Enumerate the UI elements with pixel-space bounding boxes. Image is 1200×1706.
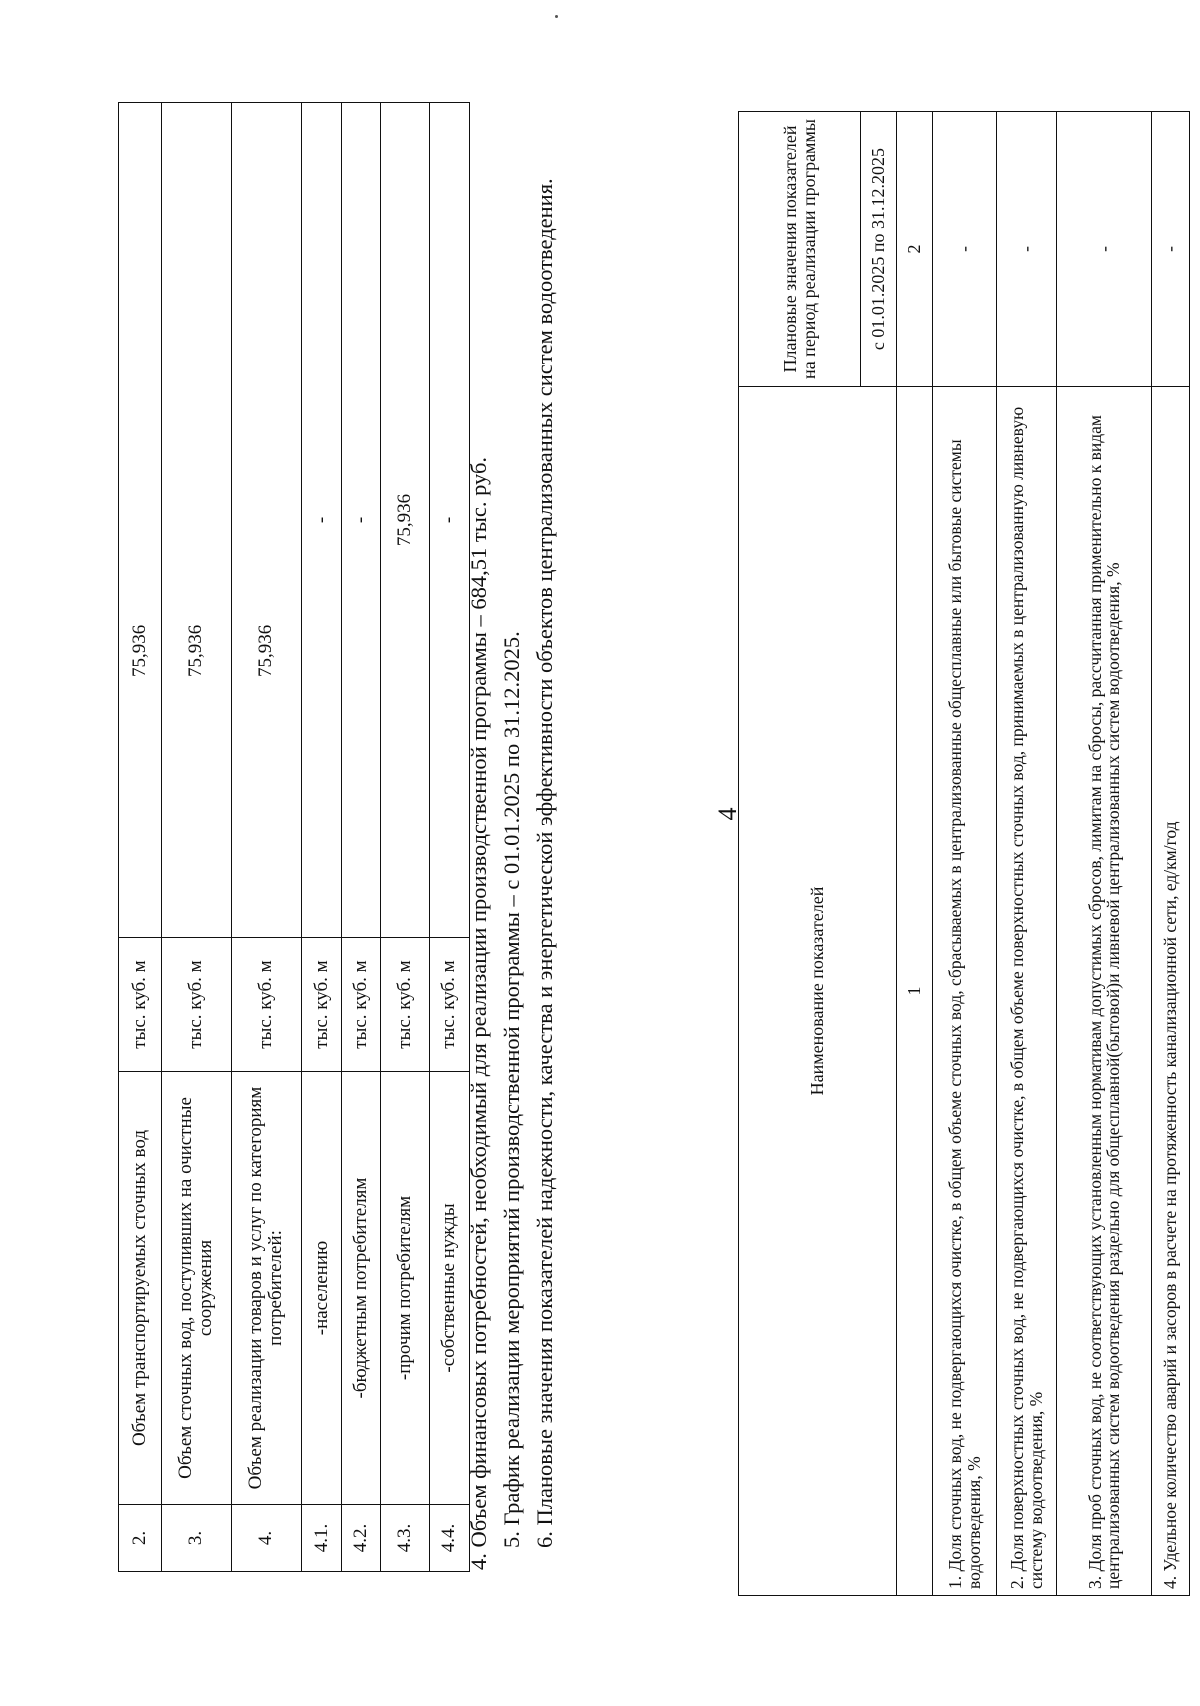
row-value: - <box>342 103 380 938</box>
table-row <box>231 103 301 1572</box>
indicator-text: 1. Доля сточных вод, не подвергающихся очистке, в общем объеме сточных вод, сбрасываемых в централизованные общесплавные или бытовые системы водоотведения, % <box>933 387 997 1596</box>
table-row <box>301 103 341 1572</box>
scan-speck <box>555 15 558 18</box>
row-value: 75,936 <box>231 103 301 938</box>
row-number: 4. <box>231 1505 301 1572</box>
row-number: 4.1. <box>301 1505 341 1572</box>
row-unit: тыс. куб. м <box>119 938 162 1072</box>
row-name: -прочим потребителям <box>380 1072 429 1505</box>
row-number: 4.2. <box>342 1505 380 1572</box>
indicator-text: 3. Доля проб сточных вод, не соответствующих установленным нормативам допустимых сбросов, лимитам на сбросы, рассчитанная применительно к видам централизованных систем водоотведения раздельно для общесплавной(бытовой)и ливневой централизованных систем водоотведения, % <box>1057 387 1152 1596</box>
indicator-text: 4. Удельное количество аварий и засоров в расчете на протяженность канализационной сети, ед/км/год <box>1152 387 1190 1596</box>
indicator-value: - <box>933 112 997 387</box>
indicators-table <box>738 111 1187 1596</box>
row-unit: тыс. куб. м <box>429 938 469 1072</box>
page-number: 4 <box>713 807 742 821</box>
row-unit: тыс. куб. м <box>161 938 231 1072</box>
program-paragraphs <box>462 130 561 1570</box>
row-number: 3. <box>161 1505 231 1572</box>
table-row <box>342 103 380 1572</box>
column-number-2: 2 <box>897 112 933 387</box>
row-name: Объем реализации товаров и услуг по категориям потребителей: <box>231 1072 301 1505</box>
row-value: 75,936 <box>380 103 429 938</box>
table-row <box>1152 112 1190 1596</box>
table-row <box>933 112 997 1596</box>
indicator-value: - <box>997 112 1057 387</box>
table-row <box>380 103 429 1572</box>
volume-table <box>118 102 470 1572</box>
row-value: 75,936 <box>119 103 162 938</box>
row-number: 4.4. <box>429 1505 469 1572</box>
row-value: - <box>429 103 469 938</box>
table-row <box>119 103 162 1572</box>
indicator-value: - <box>1152 112 1190 387</box>
table-row <box>997 112 1057 1596</box>
row-unit: тыс. куб. м <box>380 938 429 1072</box>
row-name: -собственные нужды <box>429 1072 469 1505</box>
row-value: - <box>301 103 341 938</box>
table-row <box>1057 112 1152 1596</box>
table-row <box>161 103 231 1572</box>
row-number: 2. <box>119 1505 162 1572</box>
row-unit: тыс. куб. м <box>301 938 341 1072</box>
header-planned-values: Плановые значения показателей на период реализации программы <box>739 112 861 387</box>
row-value: 75,936 <box>161 103 231 938</box>
paragraph-financing: 4. Объем финансовых потребностей, необходимый для реализации производственной программы – 684,51 тыс. руб. <box>466 456 491 1570</box>
column-number-1: 1 <box>897 387 933 1596</box>
row-name: -бюджетным потребителям <box>342 1072 380 1505</box>
row-name: Объем транспортируемых сточных вод <box>119 1072 162 1505</box>
row-name: -населению <box>301 1072 341 1505</box>
row-unit: тыс. куб. м <box>231 938 301 1072</box>
header-row <box>739 112 861 1596</box>
indicator-text: 2. Доля поверхностных сточных вод, не подвергающихся очистке, в общем объеме поверхностных сточных вод, принимаемых в централизованную ливневую систему водоотведения, % <box>997 387 1057 1596</box>
paragraph-indicators: 6. Плановые значения показателей надежности, качества и энергетической эффективности объектов централизованных систем водоотведения. <box>532 178 557 1548</box>
header-period: с 01.01.2025 по 31.12.2025 <box>861 112 897 387</box>
row-number: 4.3. <box>380 1505 429 1572</box>
column-number-row <box>897 112 933 1596</box>
row-unit: тыс. куб. м <box>342 938 380 1072</box>
paragraph-schedule: 5. График реализации мероприятий производственной программы – с 01.01.2025 по 31.12.2025. <box>499 631 524 1548</box>
indicator-value: - <box>1057 112 1152 387</box>
header-indicator-name: Наименование показателей <box>739 387 897 1596</box>
row-name: Объем сточных вод, поступивших на очистные сооружения <box>161 1072 231 1505</box>
